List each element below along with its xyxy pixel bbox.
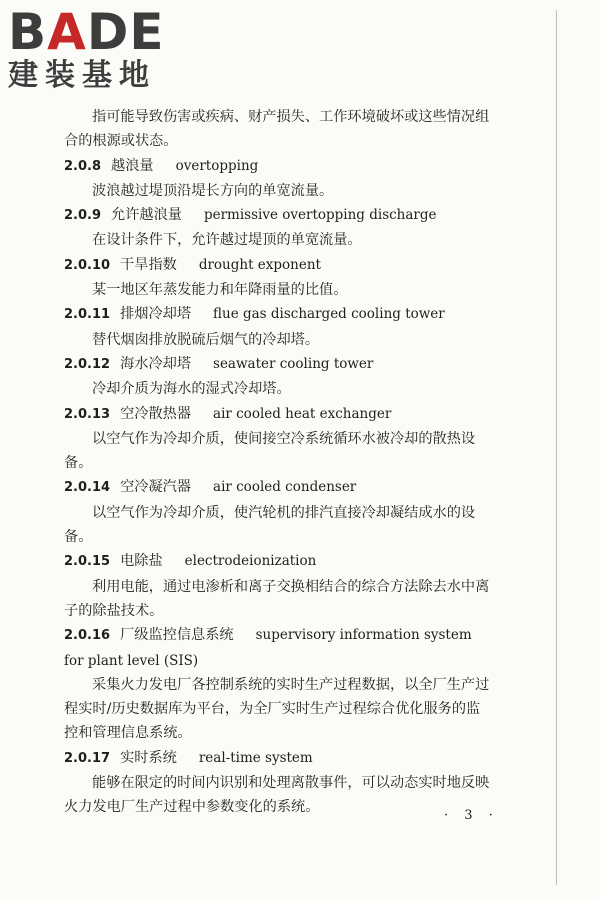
term-chinese: 空冷凝汽器: [120, 479, 192, 496]
term-definition: 波浪越过堤顶沿堤长方向的单宽流量。: [92, 182, 334, 199]
term-chinese: 电除盐: [120, 553, 163, 570]
term-number: 2.0.15: [64, 554, 111, 570]
term-chinese: 允许越浪量: [111, 207, 182, 224]
term-number: 2.0.13: [64, 406, 111, 422]
term-english: seawater cooling tower: [213, 355, 374, 372]
term-chinese: 海水冷却塔: [120, 355, 192, 372]
term-number: 2.0.11: [64, 307, 111, 323]
term-list: [64, 154, 494, 820]
term-number: 2.0.12: [64, 356, 111, 372]
logo-subtitle: 建装基地: [8, 58, 156, 93]
term-definition: 某一地区年蒸发能力和年降雨量的比值。: [92, 282, 348, 299]
term-definition: 采集火力发电厂各控制系统的实时生产过程数据，以全厂生产过程实时/历史数据库为平台，为全厂实时生产过程综合优化服务的监控和管理信息系统。: [64, 676, 490, 742]
term-chinese: 干旱指数: [120, 256, 177, 273]
term-heading: [64, 402, 494, 427]
term-english: air cooled condenser: [213, 479, 357, 496]
term-english: supervisory information system for plant level (SIS): [64, 627, 472, 669]
bade-logo: [8, 4, 178, 92]
logo-letters-de: DE: [86, 3, 165, 61]
term-chinese: 厂级监控信息系统: [120, 627, 234, 644]
term-definition: 以空气作为冷却介质，使汽轮机的排汽直接冷却凝结成水的设备。: [64, 504, 476, 546]
term-heading: [64, 154, 494, 179]
term-number: 2.0.14: [64, 480, 111, 496]
term-number: 2.0.16: [64, 628, 111, 644]
page-number: · 3 ·: [444, 808, 499, 823]
term-chinese: 越浪量: [111, 157, 154, 174]
term-chinese: 排烟冷却塔: [120, 306, 192, 323]
term-definition: 在设计条件下，允许越过堤顶的单宽流量。: [92, 232, 362, 249]
logo-letter-a: A: [47, 3, 87, 61]
page-edge-line: [556, 10, 557, 885]
term-heading: [64, 253, 494, 278]
logo-wordmark: [8, 4, 178, 60]
term-english: permissive overtopping discharge: [203, 207, 437, 224]
term-heading: [64, 475, 494, 500]
term-heading: [64, 623, 494, 673]
term-definition: 利用电能，通过电渗析和离子交换相结合的综合方法除去水中离子的除盐技术。: [64, 578, 490, 619]
term-english: overtopping: [175, 157, 259, 174]
term-definition: 替代烟囱排放脱硫后烟气的冷却塔。: [92, 331, 320, 348]
term-heading: [64, 352, 494, 377]
logo-letter-b: B: [8, 3, 48, 61]
term-definition: 能够在限定的时间内识别和处理离散事件，可以动态实时地反映火力发电厂生产过程中参数变化的系统。: [64, 775, 490, 816]
term-heading: [64, 203, 494, 228]
term-english: electrodeionization: [184, 553, 317, 570]
term-definition: 冷却介质为海水的湿式冷却塔。: [92, 381, 291, 398]
term-heading: [64, 549, 494, 574]
term-number: 2.0.10: [64, 257, 111, 273]
term-english: flue gas discharged cooling tower: [213, 306, 445, 323]
intro-paragraph: 指可能导致伤害或疾病、财产损失、工作环境破坏或这些情况组合的根源或状态。: [64, 109, 490, 150]
term-english: real-time system: [198, 749, 313, 766]
term-definition: 以空气作为冷却介质，使间接空冷系统循环水被冷却的散热设备。: [64, 430, 476, 472]
term-heading: [64, 302, 494, 327]
term-number: 2.0.8: [64, 158, 102, 174]
term-number: 2.0.17: [64, 750, 111, 766]
term-english: air cooled heat exchanger: [213, 405, 392, 422]
document-body: [64, 105, 494, 820]
term-chinese: 空冷散热器: [120, 405, 192, 422]
term-number: 2.0.9: [64, 208, 102, 224]
term-chinese: 实时系统: [120, 749, 177, 766]
term-english: drought exponent: [198, 256, 321, 273]
term-heading: [64, 746, 494, 771]
